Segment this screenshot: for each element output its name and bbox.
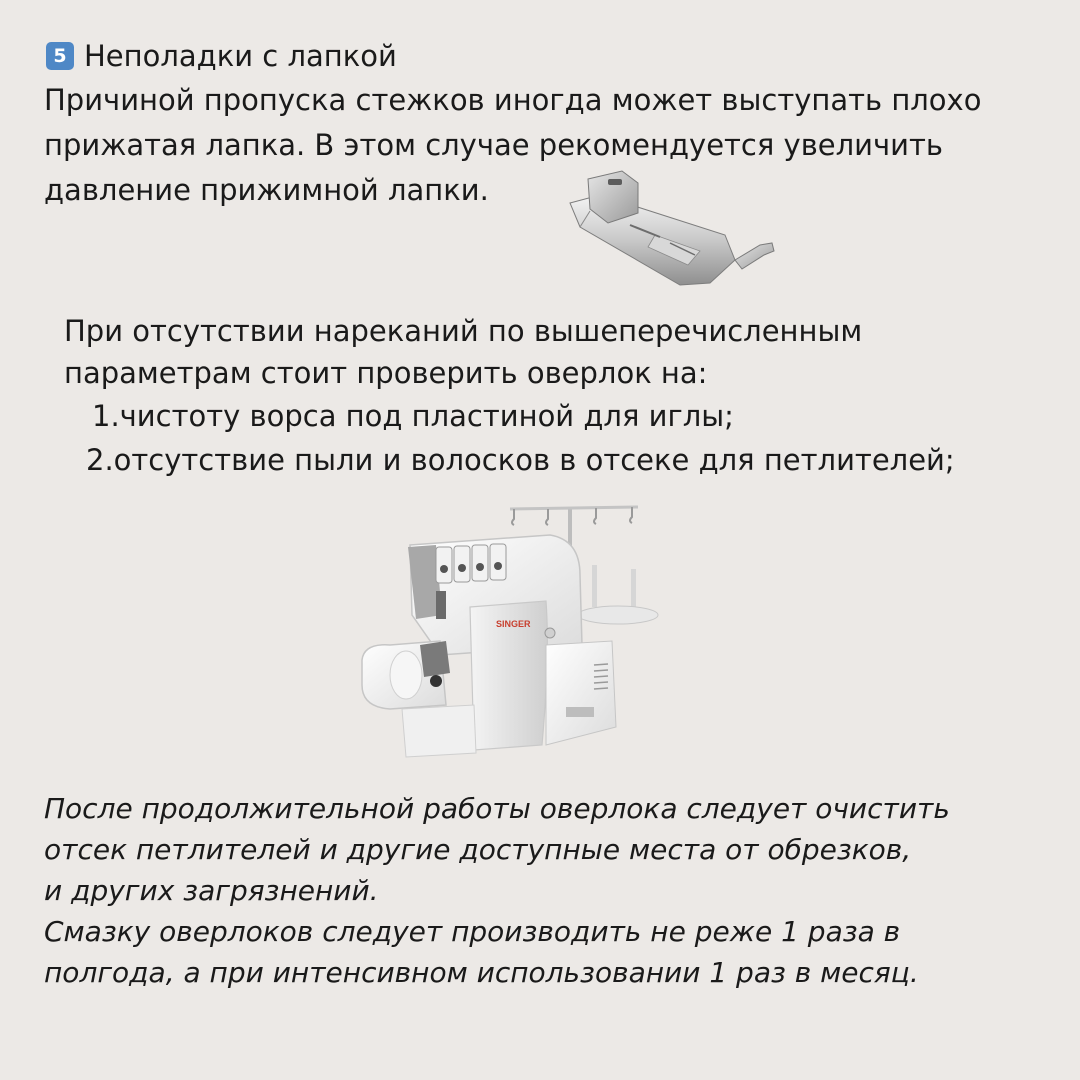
list-item	[64, 438, 1064, 482]
presser-foot-image	[560, 165, 790, 295]
list-item	[64, 394, 1064, 438]
check-list	[64, 394, 1064, 482]
list-number: 1.	[92, 399, 120, 433]
list-text: чистоту ворса под пластиной для иглы;	[119, 399, 734, 433]
paragraph-3	[44, 788, 1054, 993]
text-line: давление прижимной лапки.	[44, 173, 489, 207]
paragraph-1	[44, 78, 1054, 213]
section-heading	[44, 34, 1054, 78]
text-line: полгода, а при интенсивном использовании 1 раз в месяц.	[44, 956, 919, 989]
section-maintenance	[44, 788, 1054, 993]
text-line: параметрам стоит проверить оверлок на:	[64, 356, 708, 390]
number-five-icon: 5	[46, 42, 74, 70]
overlock-machine-image	[350, 495, 670, 770]
list-number: 2.	[86, 443, 114, 477]
text-line: отсек петлителей и другие доступные места от обрезков,	[44, 833, 912, 866]
section-check-list	[64, 310, 1064, 482]
text-line: Смазку оверлоков следует производить не реже 1 раза в	[44, 915, 901, 948]
section-presser-foot	[44, 34, 1054, 213]
text-line: Причиной пропуска стежков иногда может выступать плохо	[44, 83, 982, 117]
paragraph-2	[64, 310, 1064, 394]
brand-label: SINGER	[496, 619, 531, 629]
text-line: После продолжительной работы оверлока следует очистить	[44, 792, 950, 825]
text-line: прижатая лапка. В этом случае рекомендуется увеличить	[44, 128, 943, 162]
text-line: и других загрязнений.	[44, 874, 379, 907]
list-text: отсутствие пыли и волосков в отсеке для петлителей;	[113, 443, 955, 477]
text-line: При отсутствии нареканий по вышеперечисленным	[64, 314, 863, 348]
heading-text: Неполадки с лапкой	[84, 39, 397, 73]
